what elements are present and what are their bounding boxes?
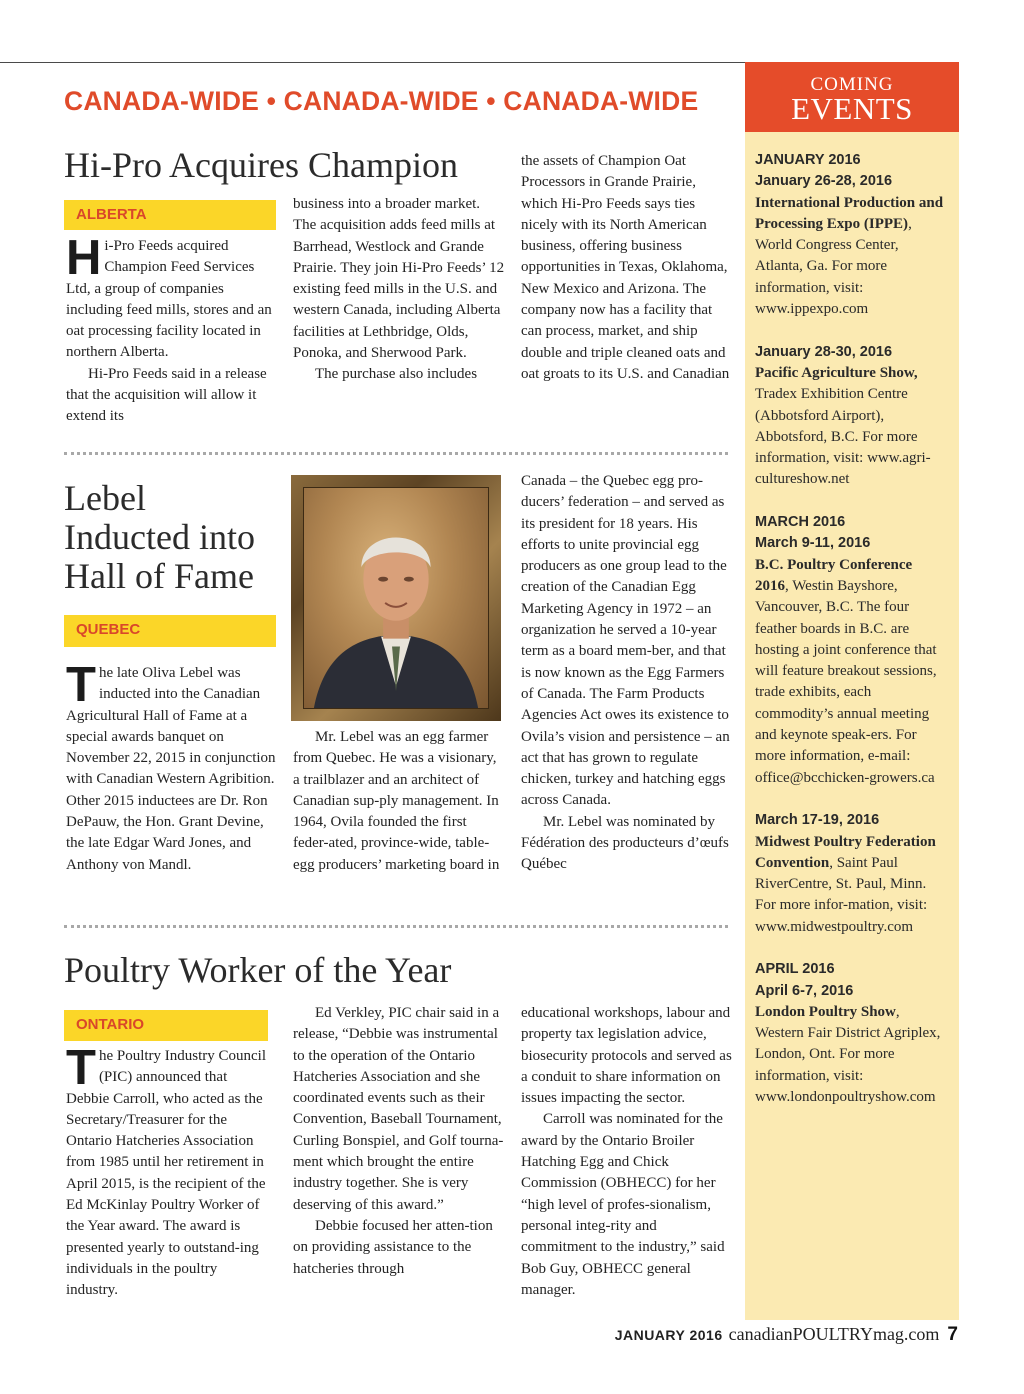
- article-column-3: [521, 471, 733, 876]
- section-banner: CANADA-WIDE • CANADA-WIDE • CANADA-WIDE: [64, 86, 699, 116]
- events-label: EVENTS: [791, 91, 913, 126]
- article-title: [64, 479, 255, 596]
- paragraph: the assets of Champion Oat Processors in Grande Prairie, which Hi-Pro Feeds says ties nicely with its North American business, offering business opportunities in Texas, Oklahoma, New Mexico and Arizona. The company now has a facility that can process, market, and ship double and triple cleaned oats and oat groats to its U.S. and Canadian: [521, 153, 730, 382]
- event-month: JANUARY 2016: [755, 152, 861, 168]
- article-title: Hi-Pro Acquires Champion: [64, 145, 458, 185]
- dotted-divider: [64, 925, 728, 928]
- event-date: April 6-7, 2016: [755, 982, 854, 999]
- drop-cap: T: [66, 658, 96, 712]
- event-item: [755, 959, 949, 1108]
- event-date: March 17-19, 2016: [755, 812, 880, 829]
- paragraph: educational workshops, labour and property tax legislation advice, biosecurity protocols and served as a conduit to share information on issues impacting the sector.: [521, 1005, 732, 1107]
- paragraph: he late Oliva Lebel was inducted into the Canadian Agricultural Hall of Fame at a special awards banquet on November 22, 2015 in conjunction with Canadian Western Agribition. Other 2015 inductees are Dr. Ron DePauw, the Hon. Grant Devine, the late Edgar Ward Jones, and Anthony von Mandl.: [66, 665, 276, 873]
- event-name: B.C. Poultry Conference 2016: [755, 556, 913, 594]
- events-list: [745, 132, 959, 1108]
- article-column-3: [521, 1003, 733, 1301]
- drop-cap: T: [66, 1041, 96, 1095]
- event-date: January 28-30, 2016: [755, 343, 893, 360]
- paragraph: Canada – the Quebec egg pro-ducers’ federation – and served as its president for 18 years. His efforts to unite provincial egg producers as one group lead to the creation of the Canadian Egg Marketing Agency in 1972 – an organization he served a 10-year term as a board mem-ber, and that is now known as the Egg Farmers of Canada. The Farm Products Agencies Act owes its existence to Ovila’s vision and persistence – an act that has grown to regulate chicken, turkey and hatching eggs across Canada.: [521, 473, 730, 809]
- paragraph: Ed Verkley, PIC chair said in a release, “Debbie was instrumental to the operation of the Ontario Hatcheries Association and she coordinated events such as their Convention, Baseball Tournament, Curling Bonspiel, and Golf tourna-ment which brought the entire industry together. She is very deserving of this award.”: [293, 1005, 504, 1213]
- page-number: 7: [947, 1324, 958, 1345]
- coming-events-sidebar: [745, 62, 959, 1320]
- title-line: Hall of Fame: [64, 556, 254, 596]
- portrait-frame: [291, 475, 501, 721]
- paragraph: The purchase also includes: [315, 366, 478, 383]
- drop-cap: H: [66, 231, 102, 285]
- coming-label: COMING: [810, 74, 894, 95]
- event-name: London Poultry Show: [755, 1003, 896, 1020]
- event-month: APRIL 2016: [755, 961, 835, 978]
- dotted-divider: [64, 452, 728, 455]
- article-column-1: [66, 1041, 271, 1302]
- issue-date: JANUARY 2016: [614, 1327, 723, 1343]
- event-details: , Westin Bayshore, Vancouver, B.C. The four feather boards in B.C. are hosting a joint conference that will feature breakout sessions, trade exhibits, each commodity’s annual meeting and keynote speak-ers. For more information, e-mail: office@bcchicken-growers.ca: [755, 577, 937, 786]
- event-month: MARCH 2016: [755, 514, 846, 531]
- page-footer: [615, 1324, 958, 1346]
- title-line: Inducted into: [64, 517, 255, 557]
- coming-events-header: [745, 62, 959, 132]
- top-rule: [0, 62, 745, 63]
- region-tag: ALBERTA: [64, 200, 276, 230]
- article-column-2: [293, 1003, 505, 1280]
- article-title: Poultry Worker of the Year: [64, 950, 452, 990]
- paragraph: i-Pro Feeds acquired Champion Feed Services Ltd, a group of companies including feed mills, stores and an oat processing facility located in northern Alberta.: [66, 238, 272, 361]
- article-column-2: [293, 727, 505, 876]
- event-item: [755, 810, 949, 938]
- paragraph: he Poultry Industry Council (PIC) announced that Debbie Carroll, who acted as the Secretary/Treasurer for the Ontario Hatcheries Association from 1985 until her retirement in April 2015, is the recipient of the Ed McKinlay Poultry Worker of the Year award. The award is presented yearly to outstand-ing individuals in the poultry industry.: [66, 1048, 267, 1299]
- event-date: March 9-11, 2016: [755, 535, 871, 552]
- paragraph: Carroll was nominated for the award by the Ontario Broiler Hatching Egg and Chick Commission (OBHECC) for her “high level of profes-sionalism, personal integ-rity and commitment to the industry,” said Bob Guy, OBHECC general manager.: [521, 1111, 725, 1298]
- paragraph: Mr. Lebel was nominated by Fédération des producteurs d’œufs Québec: [521, 813, 729, 873]
- event-details: , Western Fair District Agriplex, London, Ont. For more information, visit: www.londonpoultryshow.com: [755, 1003, 941, 1106]
- event-item: [755, 512, 949, 789]
- event-name: International Production and Processing Expo (IPPE): [755, 194, 944, 232]
- event-details: Tradex Exhibition Centre (Abbotsford Airport), Abbotsford, B.C. For more information, visit: www.agri-cultureshow.net: [755, 386, 931, 488]
- event-details: , World Congress Center, Atlanta, Ga. For more information, visit: www.ippexpo.com: [755, 215, 912, 318]
- portrait-illustration: [304, 488, 488, 708]
- paragraph: business into a broader market. The acquisition adds feed mills at Barrhead, Westlock and Grande Prairie. They join Hi-Pro Feeds’ 12 existing feed mills in the U.S. and western Canada, including Alberta facilities at Lethbridge, Olds, Ponoka, and Sherwood Park.: [293, 196, 505, 362]
- paragraph: Mr. Lebel was an egg farmer from Quebec. He was a visionary, a trailblazer and an architect of Canadian sup-ply management. In 1964, Ovila founded the first feder-ated, province-wide, table-egg producers’ marketing board in: [293, 729, 500, 873]
- portrait-image: [303, 487, 489, 709]
- paragraph: Debbie focused her atten-tion on providing assistance to the hatcheries through: [293, 1217, 493, 1277]
- article-column-1: [66, 231, 278, 428]
- event-details: , Saint Paul RiverCentre, St. Paul, Minn. For more infor-mation, visit: www.midwestpoultry.com: [755, 854, 928, 935]
- event-item: [755, 150, 949, 320]
- article-column-1: [66, 658, 278, 876]
- event-date: January 26-28, 2016: [755, 173, 893, 190]
- article-column-2: [293, 194, 505, 386]
- article-column-3: [521, 151, 733, 385]
- paragraph: Hi-Pro Feeds said in a release that the acquisition will allow it extend its: [66, 365, 267, 425]
- event-name: Pacific Agriculture Show,: [755, 364, 918, 381]
- title-line: Lebel: [64, 478, 146, 518]
- website: canadianPOULTRYmag.com: [728, 1324, 940, 1344]
- region-tag: QUEBEC: [64, 615, 276, 647]
- region-tag: ONTARIO: [64, 1010, 268, 1041]
- event-item: [755, 342, 949, 491]
- event-name: Midwest Poultry Federation Convention: [755, 833, 936, 871]
